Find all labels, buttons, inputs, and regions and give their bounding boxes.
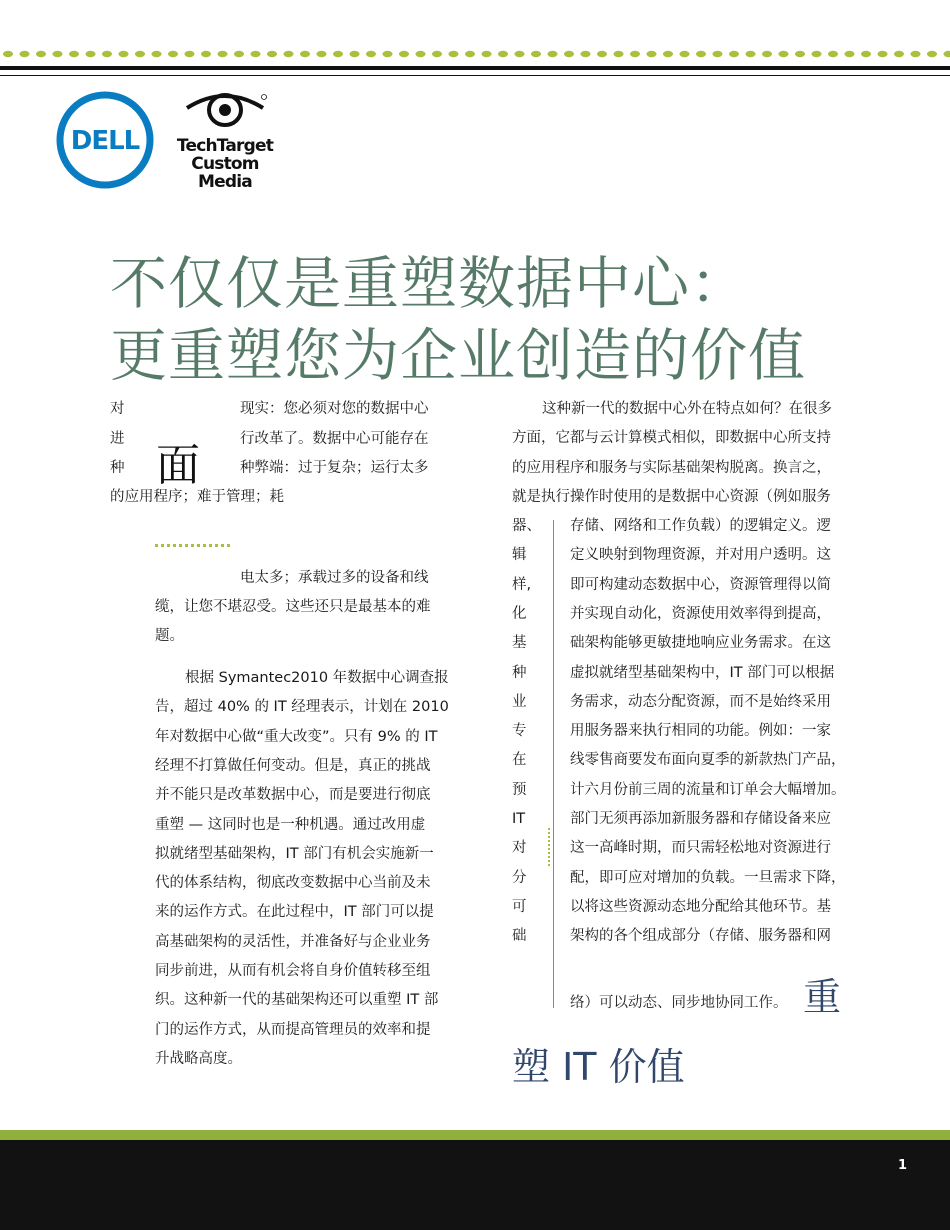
intro-line-2: 行改革了。数据中心可能存在 (240, 431, 429, 447)
right-side-line-6: 虚拟就绪型基础架构中，IT 部门可以根据 (570, 664, 835, 681)
para2-line-3: 年对数据中心做“重大改变”。只有 9% 的 IT (155, 728, 438, 745)
right-gutter-char-2: 辑 (512, 547, 527, 564)
right-side-line-7: 务需求，动态分配资源，而不是始终采用 (570, 693, 831, 710)
title-line-2: 更重塑您为企业创造的价值 (110, 323, 806, 389)
right-full-line-2: 方面，它都与云计算模式相似，即数据中心所支持 (512, 430, 831, 447)
right-gutter-char-13: 分 (512, 869, 527, 886)
para2-line-7: 拟就绪型基础架构，IT 部门有机会实施新一 (155, 845, 434, 862)
left-gutter-char-3: 种 (110, 460, 125, 476)
right-last-line: 络）可以动态、同步地协同工作。 (570, 995, 788, 1011)
title-line-1: 不仅仅是重塑数据中心： (110, 251, 748, 317)
left-gutter-char-2: 进 (110, 431, 125, 447)
cont-line-2: 缆，让您不堪忍受。这些还只是最基本的难 (155, 599, 431, 615)
right-side-line-3: 即可构建动态数据中心，资源管理得以简 (570, 576, 831, 593)
right-gutter-char-7: 业 (512, 693, 527, 710)
footer-bar (0, 1140, 950, 1230)
right-side-line-8: 用服务器来执行相同的功能。例如：一家 (570, 723, 831, 740)
para2-line-2: 告，超过 40% 的 IT 经理表示，计划在 2010 (155, 699, 449, 716)
para2-line-6: 重塑 — 这同时也是一种机遇。通过改用虚 (155, 816, 426, 833)
techtarget-logo-line1: TechTarget (176, 136, 274, 156)
right-side-line-14: 以将这些资源动态地分配给其他环节。基 (570, 898, 831, 915)
right-side-line-15: 架构的各个组成部分（存储、服务器和网 (570, 928, 831, 945)
right-gutter-char-9: 在 (512, 752, 527, 769)
right-full-line-1: 这种新一代的数据中心外在特点如何？在很多 (542, 401, 832, 417)
techtarget-logo (175, 88, 275, 196)
para2-line-5: 并不能只是改革数据中心，而是要进行彻底 (155, 787, 431, 804)
dell-logo-text: DELL (70, 126, 140, 156)
techtarget-logo-line2: Custom (191, 154, 259, 174)
top-thin-rule (0, 75, 950, 76)
right-side-line-5: 础架构能够更敏捷地响应业务需求。在这 (570, 635, 831, 652)
para2-line-4: 经理不打算做任何变动。但是，真正的挑战 (155, 757, 431, 774)
dell-logo (55, 90, 155, 190)
intro-line-1: 现实：您必须对您的数据中心 (240, 401, 429, 417)
right-side-line-4: 并实现自动化，资源使用效率得到提高， (570, 605, 831, 622)
right-gutter-char-15: 础 (512, 928, 527, 945)
right-gutter-char-5: 基 (512, 635, 527, 652)
right-full-line-4: 就是执行操作时使用的是数据中心资源（例如服务 (512, 488, 831, 505)
right-side-line-11: 部门无须再添加新服务器和存储设备来应 (570, 811, 831, 827)
intro-line-3: 种弊端：过于复杂；运行太多 (240, 460, 429, 476)
right-side-line-1: 存储、网络和工作负载）的逻辑定义。逻 (570, 518, 831, 534)
para2-line-11: 同步前进，从而有机会将自身价值转移至组 (155, 963, 431, 979)
left-gutter-char-1: 对 (110, 401, 125, 417)
column-divider-line (553, 520, 554, 1008)
right-full-line-3: 的应用程序和服务与实际基础架构脱离。换言之， (512, 459, 831, 476)
right-gutter-char-8: 专 (512, 723, 527, 740)
section-heading-part-2: 塑 IT 价值 (512, 1045, 685, 1089)
right-side-line-13: 配，即可应对增加的负载。一旦需求下降， (570, 869, 846, 886)
cont-line-1: 电太多；承载过多的设备和线 (240, 570, 429, 586)
para2-line-9: 来的运作方式。在此过程中，IT 部门可以提 (155, 904, 434, 921)
page-number: 1 (898, 1158, 908, 1173)
right-side-line-10: 计六月份前三周的流量和订单会大幅增加。 (570, 781, 846, 798)
right-gutter-char-12: 对 (512, 840, 527, 857)
right-gutter-char-3: 样, (512, 576, 532, 593)
right-gutter-char-1: 器、 (512, 518, 541, 534)
right-gutter-char-10: 预 (512, 781, 527, 798)
drop-cap-char: 面 (156, 440, 200, 491)
top-thick-rule (0, 66, 950, 70)
right-gutter-char-14: 可 (512, 898, 527, 915)
right-gutter-char-4: 化 (512, 605, 527, 622)
dotted-vertical-mark (548, 828, 550, 866)
para2-line-12: 织。这种新一代的基础架构还可以重塑 IT 部 (155, 992, 439, 1009)
section-heading-part-1: 重 (803, 975, 842, 1019)
para2-line-8: 代的体系结构，彻底改变数据中心当前及未 (155, 875, 431, 892)
cont-line-3: 题。 (155, 628, 184, 644)
intro-line-4: 的应用程序；难于管理；耗 (110, 489, 284, 505)
dotted-divider (155, 544, 230, 547)
right-gutter-char-6: 种 (512, 664, 527, 681)
right-gutter-char-11: IT (512, 811, 526, 827)
para2-line-10: 高基础架构的灵活性，并准备好与企业业务 (155, 933, 431, 950)
para2-line-1: 根据 Symantec2010 年数据中心调查报 (185, 670, 449, 686)
right-side-line-12: 这一高峰时期，而只需轻松地对资源进行 (570, 840, 831, 857)
right-side-line-2: 定义映射到物理资源，并对用户透明。这 (570, 547, 831, 564)
para2-line-14: 升战略高度。 (155, 1050, 242, 1067)
techtarget-logo-line3: Media (198, 172, 252, 192)
para2-line-13: 门的运作方式，从而提高管理员的效率和提 (155, 1021, 431, 1038)
right-side-line-9: 线零售商要发布面向夏季的新款热门产品， (570, 752, 846, 769)
footer-accent-bar (0, 1130, 950, 1140)
top-dotted-rule (0, 50, 950, 58)
